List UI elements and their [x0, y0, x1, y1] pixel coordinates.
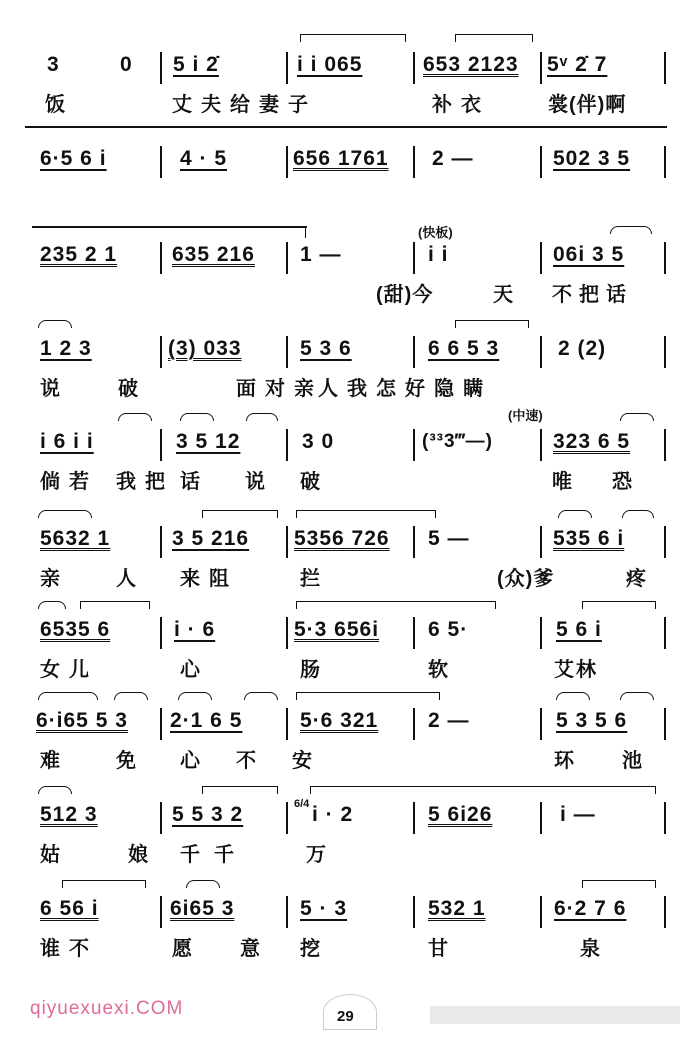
barline [540, 708, 542, 740]
barline [664, 52, 666, 84]
slur [305, 226, 306, 238]
lyric: 破 [300, 471, 329, 493]
barline [664, 708, 666, 740]
barline [286, 242, 288, 274]
note-group: 6 5· [428, 618, 469, 641]
note-group: 6·2 7 6 [554, 897, 627, 920]
slur [455, 320, 529, 328]
lyric: 难 [40, 750, 69, 772]
barline [286, 52, 288, 84]
watermark: qiyuexuexi.COM [30, 998, 184, 1019]
lyric: 说 [40, 378, 69, 400]
note-group: i · 6 [174, 618, 216, 641]
note-group: 2 — [428, 709, 470, 732]
barline [540, 617, 542, 649]
lyric: (甜)今 [376, 284, 434, 306]
slur [114, 692, 148, 700]
note-group: 5 i 2̇ [173, 53, 219, 76]
barline [286, 896, 288, 928]
lyric: 万 [306, 844, 335, 866]
note-group: 5 · 3 [300, 897, 348, 920]
barline [413, 146, 415, 178]
barline [664, 802, 666, 834]
barline [540, 802, 542, 834]
note-group: 0 [120, 53, 133, 76]
barline [160, 708, 162, 740]
lyric: 丈夫给妻子 [172, 94, 317, 116]
barline [160, 242, 162, 274]
slur [622, 510, 654, 518]
barline [286, 336, 288, 368]
barline [413, 708, 415, 740]
page-number: 29 [337, 1008, 354, 1025]
note-group: 323 6 5 [553, 430, 631, 453]
note-group: 1 2 3 [40, 337, 92, 360]
barline [413, 429, 415, 461]
footer-bar [430, 1006, 680, 1024]
barline [160, 336, 162, 368]
barline [540, 52, 542, 84]
lyric: 天 [493, 284, 522, 306]
lyric: 肠 [300, 659, 329, 681]
lyric: 话 [180, 471, 209, 493]
slur [310, 786, 656, 794]
slur [202, 510, 278, 518]
note-group: 5 6 i [556, 618, 602, 641]
note-group: 535 6 i [553, 527, 625, 550]
barline [664, 146, 666, 178]
note-group: 5ᵛ 2̇ 7 [547, 53, 608, 76]
lyric: 破 [118, 378, 147, 400]
barline [540, 242, 542, 274]
barline [413, 336, 415, 368]
barline [160, 526, 162, 558]
slur [38, 601, 66, 609]
barline [540, 429, 542, 461]
barline [540, 526, 542, 558]
barline [664, 617, 666, 649]
note-group: 2 (2) [558, 337, 607, 360]
lyric: 千千 [180, 844, 248, 866]
slur [296, 692, 440, 700]
slur [178, 692, 212, 700]
tempo-mark: (中速) [508, 408, 543, 423]
lyric: 人我怎好隐瞒 [318, 378, 492, 400]
lyric: 疼 [626, 568, 655, 590]
barline [286, 526, 288, 558]
slur [38, 786, 72, 794]
note-group: i — [560, 803, 596, 826]
note-group: 06i 3 5 [553, 243, 625, 266]
note-group: 3 [47, 53, 60, 76]
barline [160, 896, 162, 928]
note-group: 6 6 5 3 [428, 337, 500, 360]
slur [38, 692, 98, 700]
slur [558, 510, 592, 518]
barline [664, 429, 666, 461]
lyric: 倘若 [40, 471, 98, 493]
lyric: 甘 [428, 938, 457, 960]
slur [32, 226, 307, 228]
note-group: (3) 033 [168, 337, 242, 360]
barline [413, 617, 415, 649]
note-group: 5356 726 [294, 527, 390, 550]
barline [286, 146, 288, 178]
slur [80, 601, 150, 609]
barline [286, 617, 288, 649]
note-group: i 6 i i [40, 430, 94, 453]
note-group: 4 · 5 [180, 147, 228, 170]
note-group: 2·1 6 5 [170, 709, 243, 732]
barline [540, 146, 542, 178]
slur [300, 34, 406, 42]
lyric: 拦 [300, 568, 329, 590]
note-group: 502 3 5 [553, 147, 631, 170]
lyric: 心 [180, 659, 209, 681]
slur [38, 510, 92, 518]
lyric: 软 [428, 659, 457, 681]
slur [38, 320, 72, 328]
lyric: 裳(伴)啊 [548, 94, 627, 116]
slur [296, 601, 496, 609]
slur [244, 692, 278, 700]
barline [160, 146, 162, 178]
note-group: i i 065 [297, 53, 363, 76]
note-group: 5 — [428, 527, 470, 550]
slur [455, 34, 533, 42]
lyric: 意 [240, 938, 269, 960]
slur [620, 692, 654, 700]
lyric: 姑 [40, 844, 69, 866]
lyric: 娘 [128, 844, 157, 866]
note-group: 656 1761 [293, 147, 389, 170]
lyric: 挖 [300, 938, 329, 960]
note-group: 3 5 12 [176, 430, 241, 453]
note-group: 6 56 i [40, 897, 99, 920]
lyric: 免 [116, 750, 145, 772]
lyric: 女儿 [40, 659, 98, 681]
note-group: 6i65 3 [170, 897, 235, 920]
slur [582, 880, 656, 888]
note-group: i i [428, 243, 449, 266]
lyric: 艾林 [554, 659, 598, 681]
slur [118, 413, 152, 421]
barline [413, 242, 415, 274]
note-group: 1 — [300, 243, 342, 266]
note-group: 653 2123 [423, 53, 519, 76]
barline [413, 896, 415, 928]
barline [413, 802, 415, 834]
time-signature: 6/4 [294, 798, 310, 810]
barline [540, 896, 542, 928]
lyric: 我把 [116, 471, 174, 493]
slur [62, 880, 146, 888]
lyric: 补衣 [432, 94, 490, 116]
lyric: 唯恐 [552, 471, 672, 493]
barline [160, 429, 162, 461]
lyric: 人 [116, 568, 145, 590]
note-group: 5 3 5 6 [556, 709, 628, 732]
lyric: 亲 [40, 568, 69, 590]
slur [202, 786, 278, 794]
barline [160, 802, 162, 834]
barline [286, 708, 288, 740]
note-group: 235 2 1 [40, 243, 118, 266]
note-group: 5 5 3 2 [172, 803, 244, 826]
note-group: 3 0 [302, 430, 335, 453]
note-group: i · 2 [312, 803, 354, 826]
slur [180, 413, 214, 421]
slur [556, 692, 590, 700]
note-group: 3 5 216 [172, 527, 250, 550]
note-group: 5 6i26 [428, 803, 493, 826]
lyric: 面对亲 [236, 378, 323, 400]
note-group: (³³3‴—) [422, 431, 493, 452]
barline [286, 429, 288, 461]
divider [25, 126, 667, 128]
lyric: 心不安 [180, 750, 348, 772]
note-group: 6·i65 5 3 [36, 709, 128, 732]
barline [540, 336, 542, 368]
barline [413, 52, 415, 84]
lyric: 饭 [45, 94, 74, 116]
slur [620, 413, 654, 421]
slur [246, 413, 278, 421]
lyric: 谁不 [40, 938, 98, 960]
barline [413, 526, 415, 558]
note-group: 2 — [432, 147, 474, 170]
note-group: 5 3 6 [300, 337, 352, 360]
slur [186, 880, 220, 888]
lyric: 说 [245, 471, 274, 493]
barline [664, 526, 666, 558]
lyric: 来阻 [180, 568, 238, 590]
lyric: 泉 [580, 938, 609, 960]
barline [664, 896, 666, 928]
barline [286, 802, 288, 834]
note-group: 6·5 6 i [40, 147, 107, 170]
slur [610, 226, 652, 234]
barline [160, 52, 162, 84]
note-group: 5·6 321 [300, 709, 379, 732]
note-group: 6535 6 [40, 618, 111, 641]
lyric: 不把话 [552, 284, 633, 306]
tempo-mark: (快板) [418, 225, 453, 240]
note-group: 5632 1 [40, 527, 111, 550]
note-group: 532 1 [428, 897, 486, 920]
lyric: 环池 [554, 750, 690, 772]
slur [296, 510, 436, 518]
note-group: 5·3 656i [294, 618, 380, 641]
lyric: (众)爹 [497, 568, 555, 590]
note-group: 635 216 [172, 243, 255, 266]
barline [160, 617, 162, 649]
note-group: 512 3 [40, 803, 98, 826]
barline [664, 336, 666, 368]
lyric: 愿 [172, 938, 201, 960]
slur [582, 601, 656, 609]
barline [664, 242, 666, 274]
